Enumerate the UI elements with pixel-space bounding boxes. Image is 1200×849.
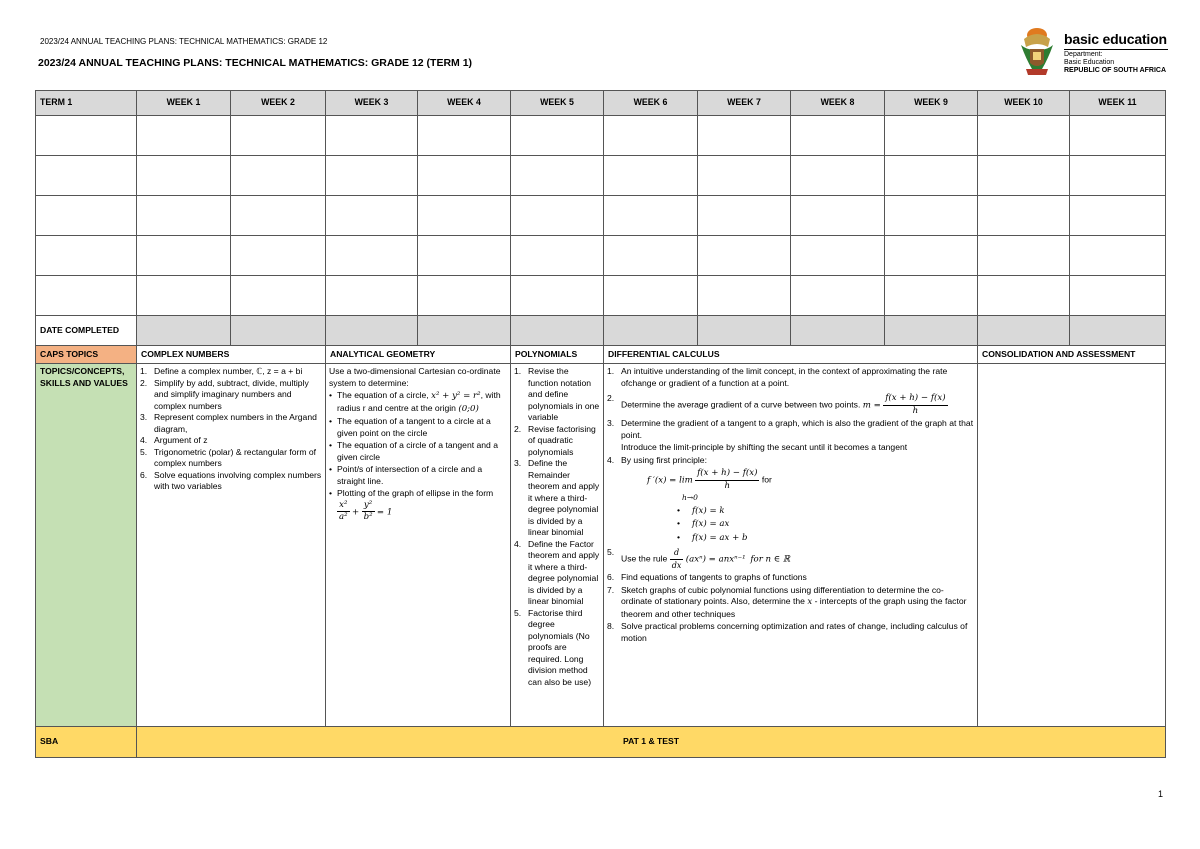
week-header: WEEK 10 (978, 91, 1070, 116)
list-item: 4. By using first principle: (607, 454, 707, 465)
list-item: • f(x) = ax (677, 518, 730, 529)
list-item: 5. Trigonometric (polar) & rectangular form of complex numbers (140, 446, 317, 468)
logo-dept: Department: (1064, 51, 1103, 58)
ellipse-y-term: $\frac{\text{y²}}{\text{b²}}$ (363, 499, 373, 522)
caps-topics-label: CAPS TOPICS (36, 346, 137, 364)
list-item: 7. Sketch graphs of cubic polynomial functions using differentiation to determine the co-ordinate of stationary points. Also, determine the x - intercepts of the graph using the factor theorem and other techniques (607, 584, 967, 619)
list-item: • The equation of a circle, x² + y² = r², with radius r and centre at the origin (0;0) (329, 390, 501, 414)
complex-numbers-content (137, 364, 326, 727)
list-item: 1. Revise the function notation and define polynomials in one variable (514, 366, 600, 422)
list-item: • Point/s of intersection of a circle and a straight line. (329, 464, 483, 486)
date-cell[interactable] (231, 316, 326, 346)
blank-row (36, 116, 1166, 156)
blank-row (36, 196, 1166, 236)
date-cell[interactable] (511, 316, 604, 346)
consolidation-content (978, 364, 1166, 727)
list-item: 3. Determine the gradient of a tangent to a graph, which is also the gradient of the graph at that point. (607, 418, 974, 440)
week-header-row (36, 91, 1166, 116)
list-item: 2. Revise factorising of quadratic polynomials (514, 423, 596, 457)
list-item: 1. An intuitive understanding of the limit concept, in the context of approximating the rate ofchange or gradient of a function at a point. (607, 366, 948, 388)
caps-analytical-geometry: ANALYTICAL GEOMETRY (326, 346, 511, 364)
week-header: WEEK 7 (698, 91, 791, 116)
logo-country: REPUBLIC OF SOUTH AFRICA (1064, 67, 1167, 74)
list-item: 5. Factorise third degree polynomials (No proofs are required. Long division method can also be use) (514, 607, 592, 687)
coat-of-arms-icon (1018, 25, 1056, 77)
running-header: 2023/24 ANNUAL TEACHING PLANS: TECHNICAL MATHEMATICS: GRADE 12 (40, 37, 328, 46)
list-item: • Plotting of the graph of ellipse in the form $\frac{\text{x²}}{\text{a²}}$ + $\frac{\text{y²}}{\text{b²}}$ = 1 (329, 488, 494, 522)
date-cell[interactable] (885, 316, 978, 346)
list-item: • The equation of a circle of a tangent and a given circle (329, 440, 499, 462)
sba-label: SBA (36, 727, 137, 758)
date-completed-label: DATE COMPLETED (36, 316, 137, 346)
date-cell[interactable] (698, 316, 791, 346)
list-item: 2. Simplify by add, subtract, divide, multiply and simplify imaginary numbers and complex numbers (140, 377, 309, 411)
date-cell[interactable] (326, 316, 418, 346)
caps-complex-numbers: COMPLEX NUMBERS (137, 346, 326, 364)
list-item: • f(x) = k (677, 504, 725, 516)
date-cell[interactable] (604, 316, 698, 346)
caps-consolidation: CONSOLIDATION AND ASSESSMENT (978, 346, 1166, 364)
week-header: WEEK 5 (511, 91, 604, 116)
list-item: • The equation of a tangent to a circle at a given point on the circle (329, 416, 491, 438)
date-cell[interactable] (1070, 316, 1166, 346)
blank-row (36, 276, 1166, 316)
differential-calculus-content (604, 364, 978, 727)
logo-brand: basic education (1064, 31, 1167, 47)
blank-row (36, 156, 1166, 196)
list-item: 3. Define the Remainder theorem and apply it where a third-degree polynomial is divided by a linear binomial (514, 458, 600, 537)
week-header: WEEK 9 (885, 91, 978, 116)
date-cell[interactable] (978, 316, 1070, 346)
ag-intro: Use a two-dimensional Cartesian co-ordinate system to determine: (329, 366, 501, 388)
sba-row (36, 727, 1166, 758)
list-item: Introduce the limit-principle by shifting the secant until it becomes a tangent (621, 442, 908, 452)
list-item: 4. Define the Factor theorem and apply it where a third-degree polynomial is divided by a linear binomial (514, 538, 600, 606)
list-item: 6. Solve equations involving complex numbers with two variables (140, 469, 322, 491)
caps-polynomials: POLYNOMIALS (511, 346, 604, 364)
dbe-logo (1018, 25, 1168, 81)
list-item: • f(x) = ax + b (677, 531, 748, 543)
page-number: 1 (1158, 789, 1164, 799)
polynomials-content (511, 364, 604, 727)
term-label: TERM 1 (36, 91, 137, 116)
list-item: 8. Solve practical problems concerning optimization and rates of change, including calculus of motion (607, 621, 968, 643)
blank-row (36, 236, 1166, 276)
list-item: 3. Represent complex numbers in the Argand diagram, (140, 412, 317, 434)
week-header: WEEK 3 (326, 91, 418, 116)
list-item: f ′(x) = lim $\frac{f(x + h) - f(x)}{h}$ for h→0 (647, 468, 772, 502)
week-header: WEEK 2 (231, 91, 326, 116)
page-title: 2023/24 ANNUAL TEACHING PLANS: TECHNICAL MATHEMATICS: GRADE 12 (TERM 1) (38, 57, 473, 69)
teaching-plan-table (35, 90, 1166, 758)
week-header: WEEK 8 (791, 91, 885, 116)
list-item: 5. Use the rule $\frac{d}{dx}$ (axⁿ) = anxⁿ⁻¹ for n ∈ ℝ (607, 547, 791, 570)
ellipse-x-term: $\frac{\text{x²}}{\text{a²}}$ (339, 499, 348, 522)
list-item: 1. Define a complex number, ℂ, z = a + bi (140, 366, 303, 376)
week-header: WEEK 11 (1070, 91, 1166, 116)
week-header: WEEK 6 (604, 91, 698, 116)
date-cell[interactable] (418, 316, 511, 346)
topics-label: TOPICS/CONCEPTS, SKILLS AND VALUES (36, 364, 137, 727)
list-item: 6. Find equations of tangents to graphs of functions (607, 572, 807, 582)
caps-differential-calculus: DIFFERENTIAL CALCULUS (604, 346, 978, 364)
date-cell[interactable] (791, 316, 885, 346)
sba-value: PAT 1 & TEST (137, 727, 1166, 758)
list-item: 4. Argument of z (140, 435, 208, 445)
week-header: WEEK 1 (137, 91, 231, 116)
logo-dept-name: Basic Education (1064, 59, 1115, 66)
list-item: 2. Determine the average gradient of a curve between two points. m = $\frac{f(x + h) - f(x)}{h}$ (607, 393, 946, 416)
caps-topics-row (36, 346, 1166, 364)
date-completed-row (36, 316, 1166, 346)
week-header: WEEK 4 (418, 91, 511, 116)
analytical-geometry-content (326, 364, 511, 727)
topics-row (36, 364, 1166, 727)
date-cell[interactable] (137, 316, 231, 346)
